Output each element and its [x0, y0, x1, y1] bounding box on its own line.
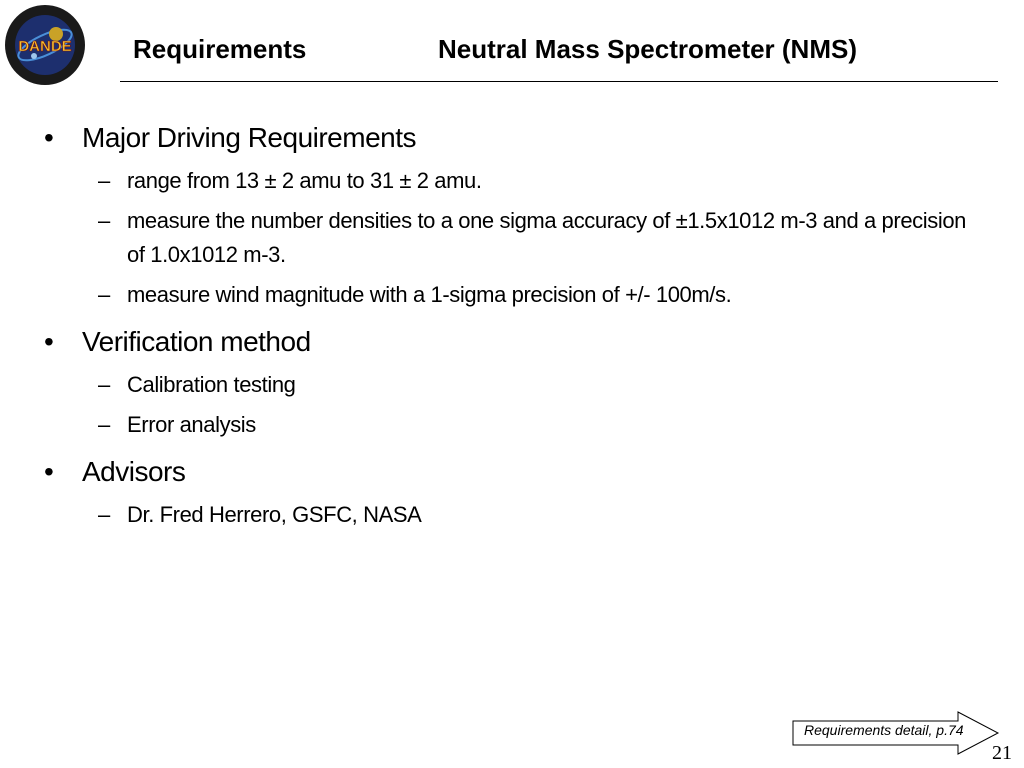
bullet-icon: • — [44, 122, 54, 153]
slide-title: Requirements — [133, 34, 307, 64]
slide-body — [40, 118, 980, 532]
sub-bullet — [40, 408, 980, 442]
dash-icon: – — [98, 208, 110, 233]
logo-text: DANDE — [18, 38, 72, 55]
sub-bullet-text: measure the number densities to a one sigma accuracy of ±1.5x1012 m-3 and a precision of 1.0x1012 m-3. — [127, 208, 966, 267]
sub-bullet-text: Calibration testing — [127, 372, 296, 397]
requirements-detail-link[interactable]: Requirements detail, p.74 — [804, 722, 964, 738]
sub-bullet — [40, 368, 980, 402]
bullet-major-requirements — [40, 118, 980, 158]
bullet-heading: Verification method — [82, 326, 311, 357]
page-number: 21 — [992, 742, 1012, 764]
bullet-icon: • — [44, 326, 54, 357]
dash-icon: – — [98, 282, 110, 307]
bullet-heading: Advisors — [82, 456, 186, 487]
bullet-heading: Major Driving Requirements — [82, 122, 417, 153]
sub-bullet-text: Error analysis — [127, 412, 256, 437]
sub-bullet-text: range from 13 ± 2 amu to 31 ± 2 amu. — [127, 168, 482, 193]
dash-icon: – — [98, 168, 110, 193]
sub-bullet — [40, 204, 980, 272]
dash-icon: – — [98, 502, 110, 527]
slide-subtitle: Neutral Mass Spectrometer (NMS) — [438, 34, 857, 64]
sub-bullet — [40, 278, 980, 312]
dash-icon: – — [98, 372, 110, 397]
bullet-verification-method — [40, 322, 980, 362]
bullet-icon: • — [44, 456, 54, 487]
dande-logo — [4, 4, 86, 86]
sub-bullet-text: Dr. Fred Herrero, GSFC, NASA — [127, 502, 422, 527]
bullet-advisors — [40, 452, 980, 492]
sub-bullet — [40, 498, 980, 532]
sub-bullet — [40, 164, 980, 198]
sub-bullet-text: measure wind magnitude with a 1-sigma precision of +/- 100m/s. — [127, 282, 732, 307]
title-divider — [120, 81, 998, 82]
dash-icon: – — [98, 412, 110, 437]
